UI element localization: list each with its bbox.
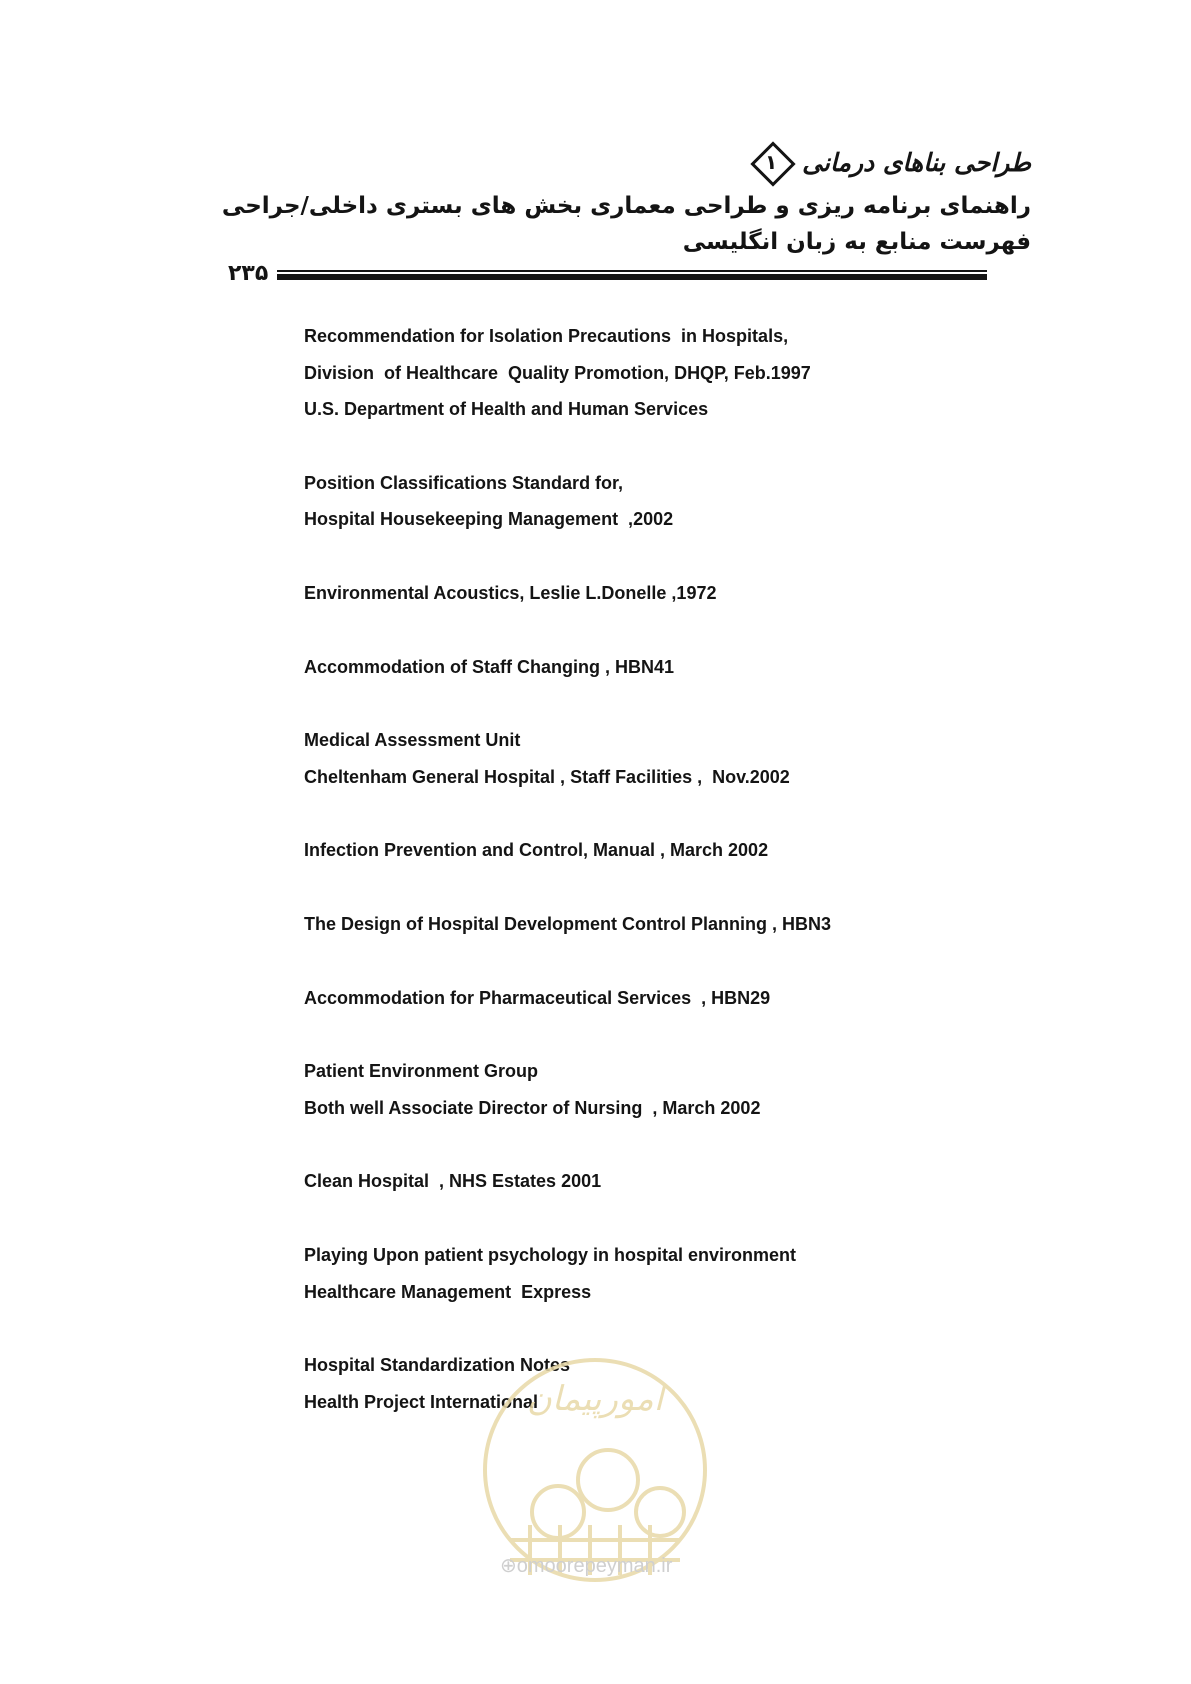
reference-line: Patient Environment Group [304, 1061, 539, 1082]
reference-entry [304, 465, 1024, 538]
reference-entry [304, 980, 1024, 1017]
reference-entry [304, 1053, 1024, 1126]
header-double-rule [277, 270, 987, 281]
reference-line: Hospital Housekeeping Management ,2002 [304, 509, 674, 530]
reference-entry [304, 832, 1024, 869]
reference-line: Accommodation of Staff Changing , HBN41 [304, 656, 675, 677]
reference-line: Hospital Standardization Notes [304, 1355, 571, 1376]
reference-line: Medical Assessment Unit [304, 730, 521, 751]
reference-line: Playing Upon patient psychology in hospital environment [304, 1244, 797, 1265]
reference-line: Cheltenham General Hospital , Staff Facilities , Nov.2002 [304, 766, 790, 787]
reference-list [304, 318, 1024, 1457]
reference-entry [304, 1237, 1024, 1310]
book-title: راهنمای برنامه ریزی و طراحی معماری بخش های بستری داخلی/جراحی [221, 193, 1031, 219]
watermark-url: ⊕omoorepeyman.ir [500, 1555, 673, 1577]
reference-line: Health Project International [304, 1391, 539, 1412]
reference-line: Division of Healthcare Quality Promotion, DHQP, Feb.1997 [304, 362, 811, 383]
reference-line: Both well Associate Director of Nursing , March 2002 [304, 1097, 761, 1118]
reference-line: Clean Hospital , NHS Estates 2001 [304, 1171, 602, 1192]
reference-entry [304, 722, 1024, 795]
reference-line: Position Classifications Standard for, [304, 472, 624, 493]
series-title: طراحی بناهای درمانی [802, 147, 1031, 177]
series-title-row [211, 138, 1031, 186]
reference-line: Environmental Acoustics, Leslie L.Donelle ,1972 [304, 582, 717, 603]
page-number: ۲۳۵ [228, 261, 269, 286]
reference-entry [304, 575, 1024, 612]
reference-line: Accommodation for Pharmaceutical Services , HBN29 [304, 987, 771, 1008]
reference-entry [304, 1163, 1024, 1200]
volume-diamond-badge [750, 141, 792, 183]
volume-number: ۱ [765, 150, 778, 174]
page-header [211, 138, 1031, 260]
watermark-logo-text: امورپیمان [526, 1379, 664, 1419]
reference-line: Healthcare Management Express [304, 1281, 592, 1302]
reference-line: Infection Prevention and Control, Manual , March 2002 [304, 840, 769, 861]
globe-icon: ⊕ [500, 1555, 517, 1577]
section-title: فهرست منابع به زبان انگلیسی [682, 229, 1031, 255]
reference-entry [304, 649, 1024, 686]
reference-entry [304, 318, 1024, 428]
reference-entry [304, 906, 1024, 943]
reference-line: U.S. Department of Health and Human Services [304, 399, 709, 420]
reference-line: The Design of Hospital Development Control Planning , HBN3 [304, 913, 832, 934]
reference-line: Recommendation for Isolation Precautions in Hospitals, [304, 326, 789, 346]
